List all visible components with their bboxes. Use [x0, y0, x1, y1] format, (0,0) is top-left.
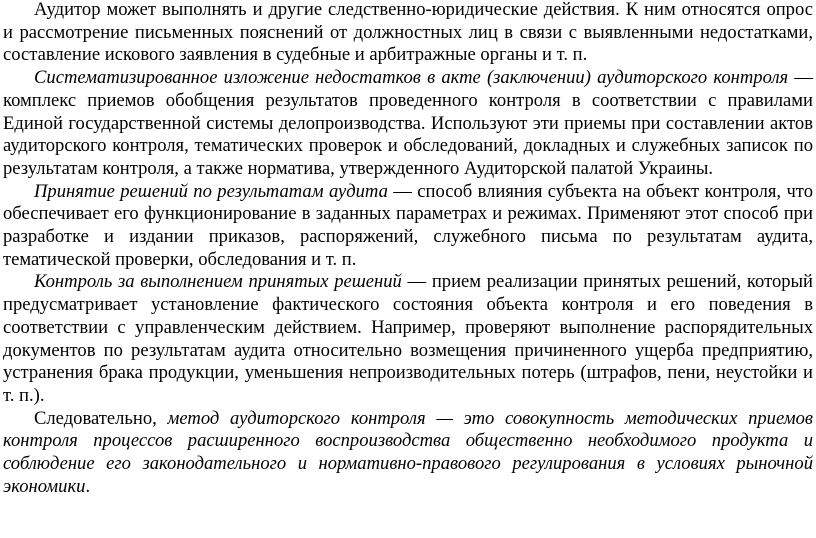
term-decision-making: Принятие решений по результатам аудита	[34, 180, 388, 202]
paragraph-text: — комплекс приемов обобщения результатов проведенного контроля в соответствии с правилами Единой государственной системы делопроизводства. Используют эти приемы при составлении актов аудиторского контроля, тематических проверок и обследований, докладных и служебных записок по результатам контроля, а также норматива, утвержденного Аудиторской палатой Украины.	[3, 67, 813, 179]
term-control-of-decisions: Контроль за выполнением принятых решений	[34, 271, 402, 293]
paragraph-investigative-actions	[3, 0, 813, 67]
paragraph-control-of-decisions	[3, 271, 813, 407]
paragraph-systematized-statement	[3, 67, 813, 181]
paragraph-text: Аудитор может выполнять и другие следственно-юридические действия. К ним относятся опрос и рассмотрение письменных пояснений от должностных лиц в связи с выявленными недостатками, составление искового заявления в судебные и арбитражные органы и т. п.	[3, 0, 813, 66]
paragraph-decision-making	[3, 181, 813, 272]
paragraph-conclusion	[3, 408, 813, 499]
conclusion-definition: метод аудиторского контроля — это совокупность методических приемов контроля процессов расширенного воспроизводства общественно необходимого продукта и соблюдение его законодательного и нормативно-правового регулирования в условиях рыночной экономики	[3, 407, 813, 497]
conclusion-lead: Следовательно,	[34, 407, 168, 429]
conclusion-end: .	[85, 475, 91, 497]
paragraph-text: — способ влияния субъекта на объект контроля, что обеспечивает его функционирование в заданных параметрах и режимах. Применяют этот способ при разработке и издании приказов, распоряжений, служебного письма по результатам аудита, тематической проверки, обследования и т. п.	[3, 180, 813, 270]
term-systematized-statement: Систематизированное изложение недостатков в акте (заключении) аудиторского контроля	[34, 67, 789, 89]
paragraph-text: — прием реализации принятых решений, который предусматривает установление фактического состояния объекта контроля и его поведения в соответствии с управленческим действием. Например, проверяют выполнение распорядительных документов по результатам аудита относительно возмещения причиненного ущерба предприятию, устранения брака продукции, уменьшения непроизводительных потерь (штрафов, пени, неустойки и т. п.).	[3, 271, 813, 406]
